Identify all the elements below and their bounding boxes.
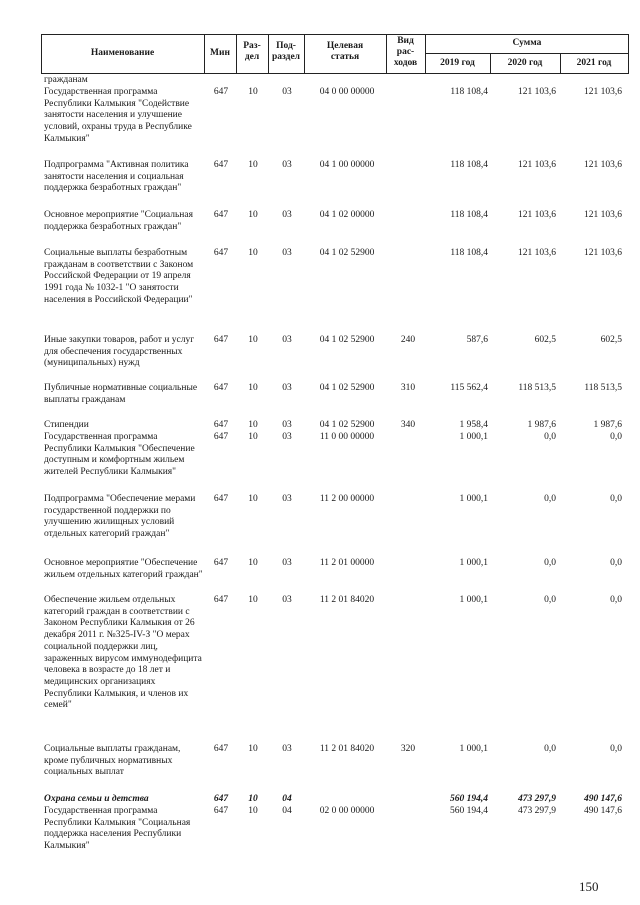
row-sum-2019: 1 000,1	[459, 595, 488, 605]
row-min: 647	[213, 494, 229, 504]
row-name: Стипендии	[44, 420, 89, 430]
row-csr: 11 2 01 00000	[319, 558, 375, 568]
row-name: Социальные выплаты безработным гражданам в соответствии с Законом Российской Федерации от 19 апреля 1991 года № 1032-1 "О занятости населения в Российской Федерации"	[44, 248, 194, 305]
row-sum-2020: 1 987,6	[527, 420, 556, 430]
row-name: Социальные выплаты гражданам, кроме публичных нормативных социальных выплат	[44, 744, 181, 778]
row-sum-2019: 1 000,1	[459, 494, 488, 504]
row-sum-2019: 118 108,4	[450, 248, 488, 258]
row-sum-2021: 602,5	[600, 335, 622, 345]
row-podrazdel: 04	[282, 806, 292, 816]
row-name: Публичные нормативные социальные выплаты гражданам	[44, 383, 198, 405]
row-sum-2020: 121 103,6	[518, 248, 556, 258]
row-sum-2019: 587,6	[466, 335, 488, 345]
row-vid: 320	[400, 744, 416, 754]
row-razdel: 10	[248, 335, 258, 345]
row-sum-2019: 118 108,4	[450, 210, 488, 220]
row-sum-2019: 118 108,4	[450, 160, 488, 170]
row-name: Государственная программа Республики Калмыкия "Содействие занятости населения и улучшение условий, охраны труда в Республике Калмыкия"	[44, 87, 192, 144]
row-min: 647	[213, 87, 229, 97]
row-podrazdel: 03	[282, 335, 292, 345]
row-min: 647	[213, 744, 229, 754]
row-sum-2021: 1 987,6	[593, 420, 622, 430]
header-2020: 2020 год	[507, 58, 543, 68]
row-sum-2020: 121 103,6	[518, 160, 556, 170]
row-podrazdel: 03	[282, 160, 292, 170]
row-csr: 04 1 02 52900	[319, 383, 375, 393]
row-sum-2021: 121 103,6	[584, 160, 622, 170]
row-name: Обеспечение жильем отдельных категорий граждан в соответствии с Законом Республики Калмыкия от 26 декабря 2011 г. №325-IV-З "О мерах социальной поддержки лиц, зараженных вирусом иммунодефицита человека в возрасте до 18 лет и медицинских организациях Республики Калмыкия, и членов их семей"	[44, 595, 202, 711]
row-sum-2019: 560 194,4	[450, 794, 488, 804]
row-razdel: 10	[248, 210, 258, 220]
row-sum-2019: 1 000,1	[459, 432, 488, 442]
row-csr: 11 0 00 00000	[319, 432, 375, 442]
header-razdel: Раз- дел	[243, 41, 261, 62]
row-csr: 11 2 01 84020	[319, 744, 375, 754]
row-sum-2020: 0,0	[544, 595, 556, 605]
row-name: Охрана семьи и детства	[44, 794, 149, 804]
row-name: Подпрограмма "Активная политика занятости населения и социальная поддержка безработных граждан"	[44, 160, 189, 194]
row-min: 647	[213, 210, 229, 220]
row-csr: 02 0 00 00000	[319, 806, 375, 816]
row-podrazdel: 03	[282, 383, 292, 393]
table-header	[41, 34, 629, 74]
row-min: 647	[213, 432, 229, 442]
row-min: 647	[213, 806, 229, 816]
row-razdel: 10	[248, 558, 258, 568]
row-sum-2019: 115 562,4	[450, 383, 488, 393]
row-csr: 11 2 01 84020	[319, 595, 375, 605]
header-podrazdel: Под- раздел	[271, 41, 301, 62]
row-podrazdel: 03	[282, 558, 292, 568]
row-sum-2020: 121 103,6	[518, 87, 556, 97]
row-vid: 340	[400, 420, 416, 430]
row-sum-2020: 0,0	[544, 744, 556, 754]
row-sum-2021: 118 513,5	[584, 383, 622, 393]
row-sum-2020: 118 513,5	[518, 383, 556, 393]
header-summa: Сумма	[512, 38, 542, 48]
row-razdel: 10	[248, 383, 258, 393]
row-sum-2020: 121 103,6	[518, 210, 556, 220]
row-razdel: 10	[248, 806, 258, 816]
row-csr: 04 1 02 52900	[319, 248, 375, 258]
row-podrazdel: 03	[282, 432, 292, 442]
row-min: 647	[213, 558, 229, 568]
row-sum-2021: 0,0	[610, 744, 622, 754]
row-razdel: 10	[248, 595, 258, 605]
row-vid: 240	[400, 335, 416, 345]
page-number: 150	[579, 879, 599, 894]
row-sum-2019: 1 958,4	[459, 420, 488, 430]
header-name: Наименование	[90, 48, 155, 58]
row-csr: 04 1 00 00000	[319, 160, 375, 170]
row-name: Подпрограмма "Обеспечение мерами государственной поддержки по улучшению жилищных условий отдельных категорий граждан"	[44, 494, 196, 540]
row-csr: 04 1 02 52900	[319, 335, 375, 345]
row-podrazdel: 03	[282, 210, 292, 220]
row-sum-2020: 0,0	[544, 494, 556, 504]
row-min: 647	[213, 794, 229, 804]
row-sum-2020: 0,0	[544, 558, 556, 568]
row-sum-2019: 118 108,4	[450, 87, 488, 97]
row-min: 647	[213, 595, 229, 605]
row-name: Иные закупки товаров, работ и услуг для обеспечения государственных (муниципальных) нужд	[44, 335, 195, 369]
row-sum-2021: 0,0	[610, 494, 622, 504]
row-name: Основное мероприятие "Социальная поддержка безработных граждан"	[44, 210, 193, 232]
row-podrazdel: 03	[282, 248, 292, 258]
row-razdel: 10	[248, 248, 258, 258]
row-sum-2021: 490 147,6	[584, 806, 622, 816]
row-min: 647	[213, 383, 229, 393]
row-csr: 04 1 02 52900	[319, 420, 375, 430]
header-min: Мин	[210, 48, 230, 58]
row-sum-2021: 121 103,6	[584, 210, 622, 220]
row-sum-2020: 0,0	[544, 432, 556, 442]
row-razdel: 10	[248, 744, 258, 754]
row-name: Государственная программа Республики Калмыкия "Обеспечение доступным и комфортным жильем жителей Республики Калмыкия"	[44, 432, 195, 478]
row-min: 647	[213, 160, 229, 170]
row-sum-2020: 473 297,9	[518, 806, 556, 816]
header-vid: Вид рас- ходов	[393, 36, 418, 68]
row-sum-2020: 473 297,9	[518, 794, 556, 804]
row-razdel: 10	[248, 794, 258, 804]
row-razdel: 10	[248, 494, 258, 504]
row-sum-2021: 0,0	[610, 595, 622, 605]
row-sum-2019: 560 194,4	[450, 806, 488, 816]
row-podrazdel: 03	[282, 87, 292, 97]
row-vid: 310	[400, 383, 416, 393]
row-razdel: 10	[248, 432, 258, 442]
row-podrazdel: 03	[282, 420, 292, 430]
header-2019: 2019 год	[440, 58, 475, 68]
row-podrazdel: 03	[282, 744, 292, 754]
row-razdel: 10	[248, 87, 258, 97]
row-sum-2021: 121 103,6	[584, 248, 622, 258]
row-sum-2020: 602,5	[534, 335, 556, 345]
row-podrazdel: 04	[282, 794, 292, 804]
row-name: Основное мероприятие "Обеспечение жильем отдельных категорий граждан"	[44, 558, 203, 580]
row-csr: 04 1 02 00000	[319, 210, 375, 220]
row-min: 647	[213, 248, 229, 258]
row-razdel: 10	[248, 420, 258, 430]
row-podrazdel: 03	[282, 595, 292, 605]
row-min: 647	[213, 335, 229, 345]
header-2021: 2021 год	[576, 58, 612, 68]
row-sum-2021: 490 147,6	[584, 794, 622, 804]
row-razdel: 10	[248, 160, 258, 170]
row-sum-2021: 0,0	[610, 558, 622, 568]
header-csr: Целевая статья	[326, 41, 364, 62]
row-sum-2019: 1 000,1	[459, 558, 488, 568]
row-csr: 04 0 00 00000	[319, 87, 375, 97]
row-sum-2021: 121 103,6	[584, 87, 622, 97]
row-csr: 11 2 00 00000	[319, 494, 375, 504]
row-sum-2019: 1 000,1	[459, 744, 488, 754]
row-sum-2021: 0,0	[610, 432, 622, 442]
row-name: гражданам	[44, 75, 88, 85]
row-podrazdel: 03	[282, 494, 292, 504]
row-name: Государственная программа Республики Калмыкия "Социальная поддержка населения Республики Калмыкия"	[44, 806, 191, 852]
row-min: 647	[213, 420, 229, 430]
